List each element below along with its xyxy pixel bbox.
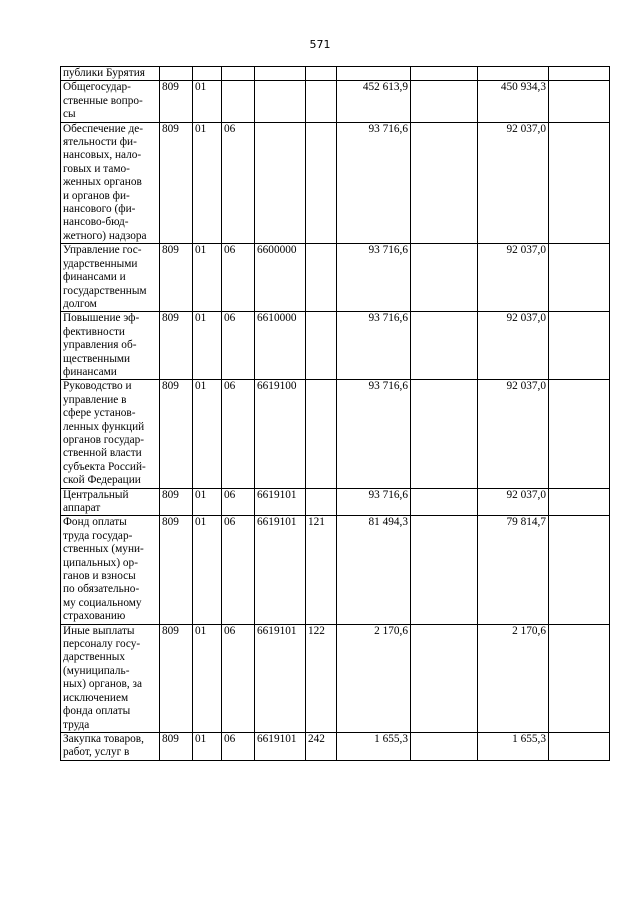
- ministry-code-cell: 809: [160, 380, 193, 488]
- ministry-code-cell: 809: [160, 81, 193, 122]
- target-article-cell: 6619101: [255, 732, 306, 760]
- subsection-code-cell: 06: [222, 516, 255, 624]
- target-article-cell: 6600000: [255, 244, 306, 312]
- amount-year1-cell: 93 716,6: [337, 312, 411, 380]
- extra-column2-cell: [549, 67, 610, 81]
- page-number: 571: [309, 38, 331, 51]
- target-article-cell: 6619101: [255, 624, 306, 732]
- target-article-cell: 6619101: [255, 516, 306, 624]
- extra-column2-cell: [549, 122, 610, 244]
- amount-year1-cell: 81 494,3: [337, 516, 411, 624]
- table-row: [61, 122, 610, 244]
- extra-column2-cell: [549, 81, 610, 122]
- section-code-cell: [193, 67, 222, 81]
- row-name-cell: Центральный аппарат: [61, 488, 160, 516]
- ministry-code-cell: 809: [160, 312, 193, 380]
- section-code-cell: 01: [193, 312, 222, 380]
- subsection-code-cell: 06: [222, 732, 255, 760]
- amount-year1-cell: 2 170,6: [337, 624, 411, 732]
- target-article-cell: [255, 81, 306, 122]
- amount-year2-cell: 450 934,3: [478, 81, 549, 122]
- extra-column2-cell: [549, 516, 610, 624]
- subsection-code-cell: 06: [222, 312, 255, 380]
- expense-type-cell: [306, 380, 337, 488]
- row-name-cell: Повышение эф- фективности управления об- щественными финансами: [61, 312, 160, 380]
- subsection-code-cell: 06: [222, 380, 255, 488]
- section-code-cell: 01: [193, 380, 222, 488]
- amount-year2-cell: 2 170,6: [478, 624, 549, 732]
- amount-year2-cell: 92 037,0: [478, 488, 549, 516]
- expense-type-cell: [306, 244, 337, 312]
- amount-year1-cell: 93 716,6: [337, 244, 411, 312]
- ministry-code-cell: 809: [160, 516, 193, 624]
- table-row: [61, 380, 610, 488]
- section-code-cell: 01: [193, 516, 222, 624]
- section-code-cell: 01: [193, 732, 222, 760]
- subsection-code-cell: 06: [222, 624, 255, 732]
- target-article-cell: [255, 67, 306, 81]
- table-row: [61, 516, 610, 624]
- extra-column2-cell: [549, 312, 610, 380]
- ministry-code-cell: 809: [160, 244, 193, 312]
- amount-year1-cell: 1 655,3: [337, 732, 411, 760]
- amount-year2-cell: [478, 67, 549, 81]
- expense-type-cell: [306, 81, 337, 122]
- row-name-cell: Управление гос- ударственными финансами и государственным долгом: [61, 244, 160, 312]
- extra-column1-cell: [411, 516, 478, 624]
- amount-year2-cell: 92 037,0: [478, 122, 549, 244]
- amount-year2-cell: 92 037,0: [478, 312, 549, 380]
- row-name-cell: Обеспечение де- ятельности фи- нансовых, нало- говых и тамо- женных органов и органов фи- нансового (фи- нансово-бюд- жетного) надзора: [61, 122, 160, 244]
- subsection-code-cell: [222, 81, 255, 122]
- row-name-cell: Фонд оплаты труда государ- ственных (муни- ципальных) ор- ганов и взносы по обязательно- му социальному страхованию: [61, 516, 160, 624]
- ministry-code-cell: 809: [160, 732, 193, 760]
- expense-type-cell: [306, 488, 337, 516]
- extra-column1-cell: [411, 67, 478, 81]
- extra-column1-cell: [411, 624, 478, 732]
- amount-year2-cell: 92 037,0: [478, 380, 549, 488]
- ministry-code-cell: 809: [160, 122, 193, 244]
- extra-column1-cell: [411, 732, 478, 760]
- extra-column1-cell: [411, 244, 478, 312]
- section-code-cell: 01: [193, 624, 222, 732]
- ministry-code-cell: [160, 67, 193, 81]
- row-name-cell: Иные выплаты персоналу госу- дарственных (муниципаль- ных) органов, за исключением фонда оплаты труда: [61, 624, 160, 732]
- extra-column2-cell: [549, 244, 610, 312]
- row-name-cell: Закупка товаров, работ, услуг в: [61, 732, 160, 760]
- amount-year1-cell: 93 716,6: [337, 488, 411, 516]
- expense-type-cell: 242: [306, 732, 337, 760]
- expense-type-cell: [306, 312, 337, 380]
- amount-year1-cell: 93 716,6: [337, 380, 411, 488]
- expense-type-cell: [306, 67, 337, 81]
- target-article-cell: 6619100: [255, 380, 306, 488]
- section-code-cell: 01: [193, 488, 222, 516]
- target-article-cell: 6619101: [255, 488, 306, 516]
- section-code-cell: 01: [193, 81, 222, 122]
- ministry-code-cell: 809: [160, 488, 193, 516]
- expense-type-cell: [306, 122, 337, 244]
- amount-year1-cell: 452 613,9: [337, 81, 411, 122]
- subsection-code-cell: 06: [222, 122, 255, 244]
- amount-year1-cell: [337, 67, 411, 81]
- budget-table: [60, 66, 610, 761]
- extra-column1-cell: [411, 488, 478, 516]
- ministry-code-cell: 809: [160, 624, 193, 732]
- extra-column1-cell: [411, 122, 478, 244]
- amount-year2-cell: 79 814,7: [478, 516, 549, 624]
- row-name-cell: Общегосудар- ственные вопро- сы: [61, 81, 160, 122]
- table-row: [61, 244, 610, 312]
- expense-type-cell: 122: [306, 624, 337, 732]
- extra-column1-cell: [411, 380, 478, 488]
- extra-column1-cell: [411, 312, 478, 380]
- extra-column1-cell: [411, 81, 478, 122]
- amount-year1-cell: 93 716,6: [337, 122, 411, 244]
- table-row: [61, 312, 610, 380]
- extra-column2-cell: [549, 624, 610, 732]
- amount-year2-cell: 1 655,3: [478, 732, 549, 760]
- table-row: [61, 732, 610, 760]
- section-code-cell: 01: [193, 244, 222, 312]
- extra-column2-cell: [549, 380, 610, 488]
- table-row: [61, 81, 610, 122]
- extra-column2-cell: [549, 732, 610, 760]
- extra-column2-cell: [549, 488, 610, 516]
- subsection-code-cell: 06: [222, 488, 255, 516]
- table-row: [61, 67, 610, 81]
- expense-type-cell: 121: [306, 516, 337, 624]
- table-row: [61, 624, 610, 732]
- amount-year2-cell: 92 037,0: [478, 244, 549, 312]
- row-name-cell: публики Бурятия: [61, 67, 160, 81]
- target-article-cell: [255, 122, 306, 244]
- row-name-cell: Руководство и управление в сфере установ- ленных функций органов государ- ственной власти субъекта Россий- ской Федерации: [61, 380, 160, 488]
- subsection-code-cell: 06: [222, 244, 255, 312]
- target-article-cell: 6610000: [255, 312, 306, 380]
- table-row: [61, 488, 610, 516]
- subsection-code-cell: [222, 67, 255, 81]
- section-code-cell: 01: [193, 122, 222, 244]
